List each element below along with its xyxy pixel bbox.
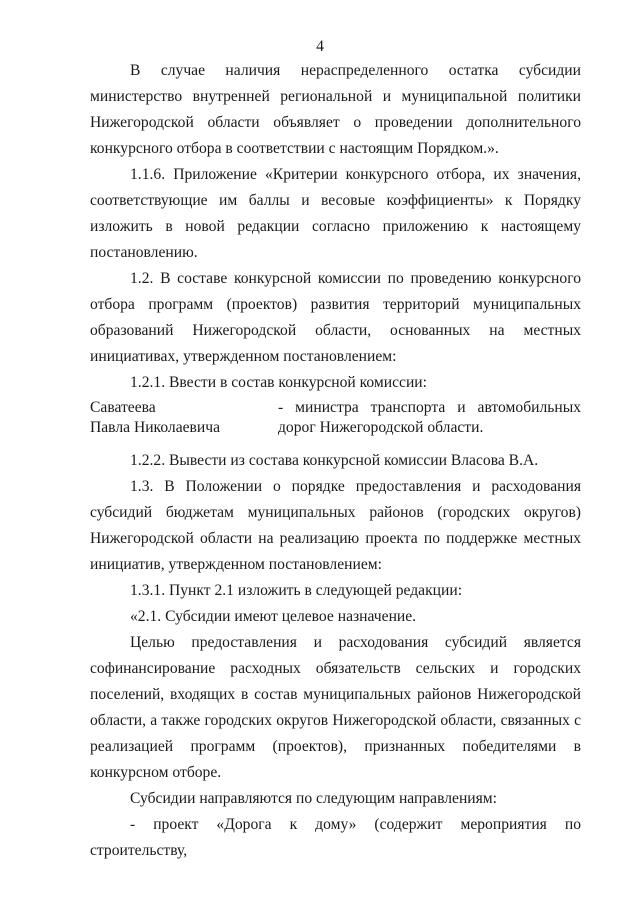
member-surname: Саватеева xyxy=(90,399,156,416)
paragraph: 1.2.1. Ввести в состав конкурсной комиссии: xyxy=(130,374,427,391)
member-role-line: - министра транспорта и автомобильных xyxy=(278,399,581,416)
commission-member xyxy=(90,398,581,438)
page-number: 4 xyxy=(316,38,324,55)
paragraph: «2.1. Субсидии имеют целевое назначение. xyxy=(130,608,417,625)
paragraph: 1.1.6. Приложение «Критерии конкурсного отбора, их значения, соответствующие им баллы и весовые коэффициенты» к Порядку изложить в новой редакции согласно приложению к настоящему постановлению. xyxy=(90,166,581,261)
document-body xyxy=(90,58,581,864)
member-role xyxy=(278,398,581,438)
paragraph: 1.3.1. Пункт 2.1 изложить в следующей редакции: xyxy=(130,582,463,599)
paragraph: 1.2. В составе конкурсной комиссии по проведению конкурсного отбора программ (проектов) развития территорий муниципальных образований Нижегородской области, основанных на местных инициативах, утвержденном постановлением: xyxy=(90,270,581,365)
member-given-names: Павла Николаевича xyxy=(90,419,221,436)
member-name xyxy=(90,398,278,438)
member-role-line: дорог Нижегородской области. xyxy=(278,419,484,436)
paragraph: В случае наличия нераспределенного остатка субсидии министерство внутренней региональной и муниципальной политики Нижегородской области объявляет о проведении дополнительного конкурсного отбора в соответствии с настоящим Порядком.». xyxy=(90,62,581,157)
paragraph: Целью предоставления и расходования субсидий является софинансирование расходных обязательств сельских и городских поселений, входящих в состав муниципальных районов Нижегородской области, а также городских округов Нижегородской области, связанных с реализацией программ (проектов), признанных победителями в конкурсном отборе. xyxy=(90,634,581,781)
paragraph: 1.2.2. Вывести из состава конкурсной комиссии Власова В.А. xyxy=(130,452,539,469)
paragraph: 1.3. В Положении о порядке предоставления и расходования субсидий бюджетам муниципальных районов (городских округов) Нижегородской области на реализацию проекта по поддержке местных инициатив, утвержденном постановлением: xyxy=(90,478,581,573)
paragraph: Субсидии направляются по следующим направлениям: xyxy=(130,790,498,807)
paragraph: - проект «Дорога к дому» (содержит мероприятия по строительству, xyxy=(90,816,581,859)
